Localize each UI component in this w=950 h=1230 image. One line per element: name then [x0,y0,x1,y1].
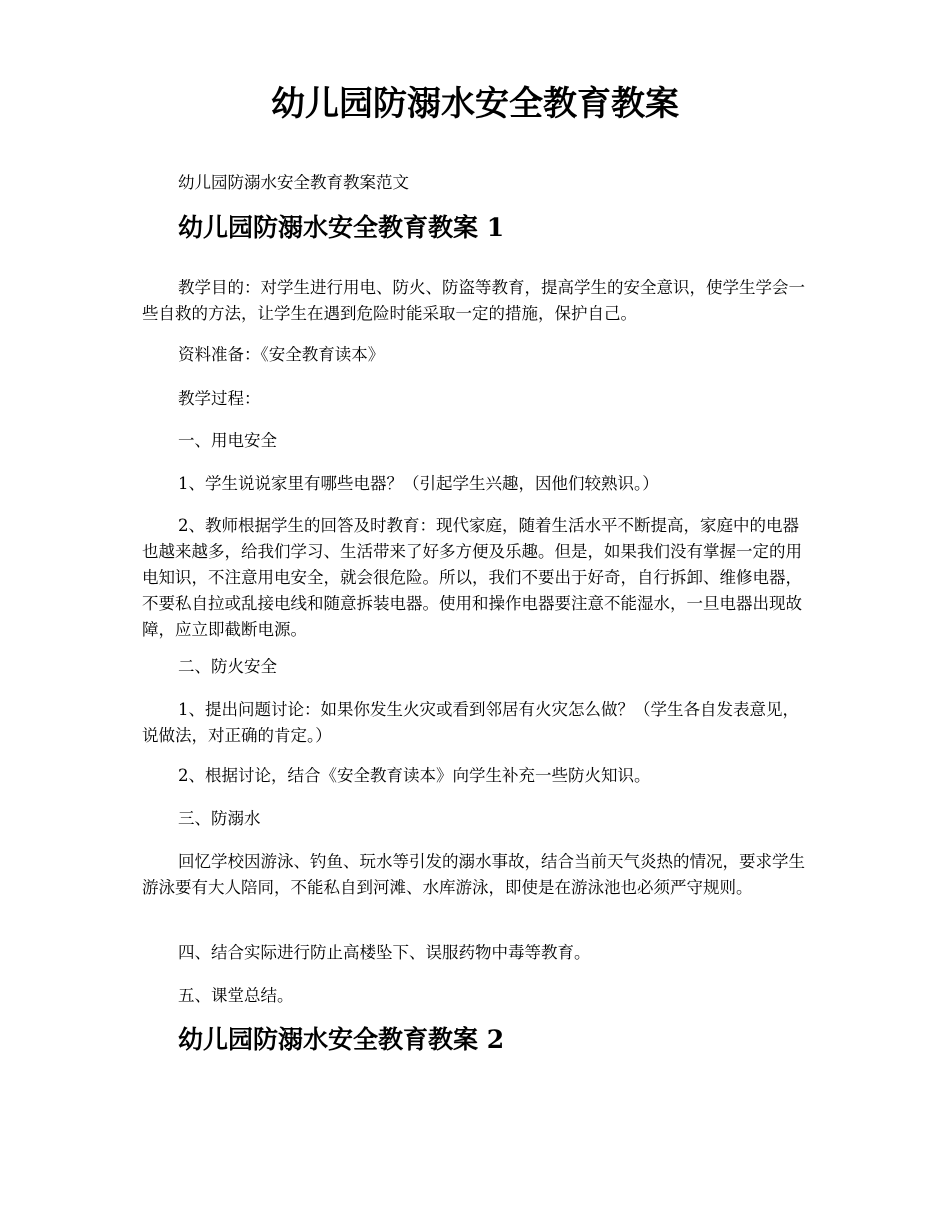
paragraph-fire-1: 1、提出问题讨论：如果你发生火灾或看到邻居有火灾怎么做？（学生各自发表意见，说做法，对正确的肯定。） [142,700,799,745]
section-2-heading: 幼儿园防溺水安全教育教案 2 [178,1025,505,1054]
paragraph-drowning: 回忆学校因游泳、钓鱼、玩水等引发的溺水事故，结合当前天气炎热的情况，要求学生游泳要有大人陪同，不能私自到河滩、水库游泳，即使是在游泳池也必须严守规则。 [142,852,805,897]
paragraph-objective: 教学目的：对学生进行用电、防火、防盗等教育，提高学生的安全意识，使学生学会一些自救的方法，让学生在遇到危险时能采取一定的措施，保护自己。 [142,278,805,323]
paragraph-materials: 资料准备：《安全教育读本》 [178,345,385,364]
document-title: 幼儿园防溺水安全教育教案 [271,84,679,124]
document-subtitle: 幼儿园防溺水安全教育教案范文 [178,173,409,192]
paragraph-process: 教学过程： [178,389,261,408]
paragraph-fire-2: 2、根据讨论，结合《安全教育读本》向学生补充一些防火知识。 [178,766,651,785]
heading-drowning: 三、防溺水 [178,809,261,828]
heading-fire-safety: 二、防火安全 [178,657,277,676]
paragraph-electric-1: 1、学生说说家里有哪些电器？（引起学生兴趣，因他们较熟识。） [178,474,659,493]
paragraph-electric-2: 2、教师根据学生的回答及时教育：现代家庭，随着生活水平不断提高，家庭中的电器也越来越多，给我们学习、生活带来了好多方便及乐趣。但是，如果我们没有掌握一定的用电知识，不注意用电安全，就会很危险。所以，我们不要出于好奇，自行拆卸、维修电器，不要私自拉或乱接电线和随意拆装电器。使用和操作电器要注意不能湿水，一旦电器出现故障，应立即截断电源。 [142,516,802,639]
paragraph-other-education: 四、结合实际进行防止高楼坠下、误服药物中毒等教育。 [178,943,591,962]
paragraph-summary: 五、课堂总结。 [178,986,294,1005]
heading-electric-safety: 一、用电安全 [178,431,277,450]
section-1-heading: 幼儿园防溺水安全教育教案 1 [178,213,505,242]
